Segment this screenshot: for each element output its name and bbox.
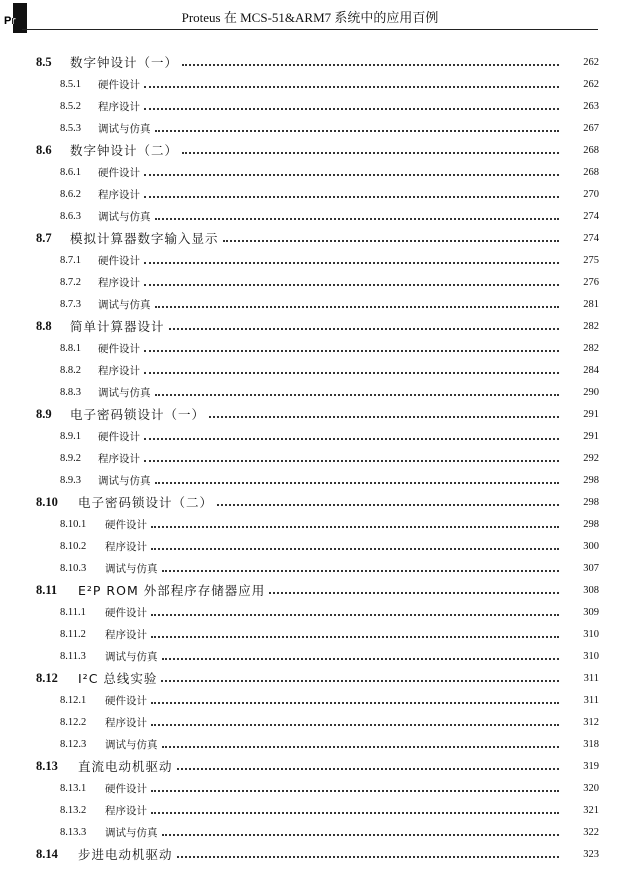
page-header xyxy=(0,0,620,34)
toc-entry-page: 311 xyxy=(583,694,599,706)
toc-subsection-entry[interactable] xyxy=(0,381,620,403)
toc-entry-number: 8.6.3 xyxy=(60,210,81,222)
dot-leader xyxy=(144,108,559,110)
toc-entry-number: 8.7.2 xyxy=(60,276,81,288)
toc-entry-title: 电子密码锁设计（二） xyxy=(78,495,214,510)
dot-leader xyxy=(151,636,559,638)
toc-entry-number: 8.10.2 xyxy=(60,540,87,552)
dot-leader xyxy=(162,658,560,660)
toc-entry-number: 8.5 xyxy=(36,54,52,69)
toc-entry-number: 8.10.3 xyxy=(60,562,87,574)
toc-entry-number: 8.8.3 xyxy=(60,386,81,398)
dot-leader xyxy=(144,262,559,264)
dot-leader xyxy=(144,372,559,374)
dot-leader xyxy=(151,790,559,792)
toc-entry-number: 8.11.2 xyxy=(60,628,86,640)
toc-entry-title: 硬件设计 xyxy=(98,430,140,443)
toc-entry-number: 8.12.1 xyxy=(60,694,87,706)
logo-text: Pr xyxy=(4,15,16,27)
toc-subsection-entry[interactable] xyxy=(0,95,620,117)
toc-entry-page: 323 xyxy=(583,848,599,860)
dot-leader xyxy=(151,812,559,814)
toc-entry-page: 275 xyxy=(583,254,599,266)
toc-entry-number: 8.7.1 xyxy=(60,254,81,266)
toc-entry-page: 300 xyxy=(583,540,599,552)
toc-section-entry[interactable] xyxy=(0,491,620,513)
toc-subsection-entry[interactable] xyxy=(0,447,620,469)
toc-subsection-entry[interactable] xyxy=(0,73,620,95)
toc-entry-page: 298 xyxy=(583,518,599,530)
toc-entry-title: 程序设计 xyxy=(98,276,140,289)
toc-entry-number: 8.12 xyxy=(36,670,58,685)
toc-subsection-entry[interactable] xyxy=(0,249,620,271)
toc-subsection-entry[interactable] xyxy=(0,425,620,447)
toc-entry-page: 291 xyxy=(583,408,599,420)
toc-entry-number: 8.5.3 xyxy=(60,122,81,134)
toc-entry-page: 322 xyxy=(583,826,599,838)
toc-subsection-entry[interactable] xyxy=(0,117,620,139)
toc-entry-title: 数字钟设计（二） xyxy=(70,143,179,158)
toc-entry-page: 312 xyxy=(583,716,599,728)
dot-leader xyxy=(162,746,560,748)
toc-section-entry[interactable] xyxy=(0,579,620,601)
dot-leader xyxy=(209,416,559,418)
dot-leader xyxy=(155,218,560,220)
dot-leader xyxy=(155,306,560,308)
toc-subsection-entry[interactable] xyxy=(0,799,620,821)
dot-leader xyxy=(169,328,559,330)
toc-entry-title: 程序设计 xyxy=(98,100,140,113)
toc-entry-number: 8.11 xyxy=(36,582,58,597)
toc-entry-title: 调试与仿真 xyxy=(98,210,151,223)
toc-subsection-entry[interactable] xyxy=(0,271,620,293)
dot-leader xyxy=(269,592,559,594)
toc-section-entry[interactable] xyxy=(0,755,620,777)
toc-subsection-entry[interactable] xyxy=(0,777,620,799)
toc-subsection-entry[interactable] xyxy=(0,469,620,491)
toc-entry-title: 程序设计 xyxy=(105,716,147,729)
toc-entry-title: 程序设计 xyxy=(98,188,140,201)
toc-entry-page: 268 xyxy=(583,166,599,178)
dot-leader xyxy=(162,834,560,836)
dot-leader xyxy=(161,680,559,682)
toc-entry-number: 8.13.1 xyxy=(60,782,87,794)
toc-entry-page: 274 xyxy=(583,210,599,222)
toc-subsection-entry[interactable] xyxy=(0,645,620,667)
toc-entry-page: 310 xyxy=(583,650,599,662)
toc-entry-number: 8.9.1 xyxy=(60,430,81,442)
toc-entry-title: 程序设计 xyxy=(98,452,140,465)
toc-entry-title: 硬件设计 xyxy=(98,78,140,91)
toc-entry-page: 267 xyxy=(583,122,599,134)
toc-subsection-entry[interactable] xyxy=(0,205,620,227)
toc-subsection-entry[interactable] xyxy=(0,161,620,183)
toc-entry-number: 8.8.2 xyxy=(60,364,81,376)
toc-section-entry[interactable] xyxy=(0,139,620,161)
toc-section-entry[interactable] xyxy=(0,315,620,337)
toc-entry-page: 298 xyxy=(583,496,599,508)
toc-entry-number: 8.6.2 xyxy=(60,188,81,200)
toc-entry-title: 硬件设计 xyxy=(105,694,147,707)
toc-subsection-entry[interactable] xyxy=(0,337,620,359)
toc-entry-page: 290 xyxy=(583,386,599,398)
toc-entry-title: 调试与仿真 xyxy=(105,650,158,663)
dot-leader xyxy=(155,130,560,132)
toc-entry-page: 298 xyxy=(583,474,599,486)
toc-section-entry[interactable] xyxy=(0,667,620,689)
toc-entry-number: 8.10.1 xyxy=(60,518,87,530)
toc-entry-title: 程序设计 xyxy=(98,364,140,377)
toc-subsection-entry[interactable] xyxy=(0,601,620,623)
toc-subsection-entry[interactable] xyxy=(0,293,620,315)
toc-entry-number: 8.9.2 xyxy=(60,452,81,464)
toc-subsection-entry[interactable] xyxy=(0,821,620,843)
toc-entry-number: 8.7.3 xyxy=(60,298,81,310)
toc-entry-number: 8.14 xyxy=(36,846,58,861)
toc-entry-number: 8.10 xyxy=(36,494,58,509)
toc-entry-number: 8.6 xyxy=(36,142,52,157)
toc-entry-page: 270 xyxy=(583,188,599,200)
toc-entry-number: 8.8 xyxy=(36,318,52,333)
toc-entry-number: 8.13 xyxy=(36,758,58,773)
toc-entry-page: 263 xyxy=(583,100,599,112)
toc-entry-page: 320 xyxy=(583,782,599,794)
toc-entry-title: 硬件设计 xyxy=(105,782,147,795)
toc-entry-number: 8.13.3 xyxy=(60,826,87,838)
dot-leader xyxy=(223,240,559,242)
table-of-contents xyxy=(0,51,620,865)
toc-subsection-entry[interactable] xyxy=(0,689,620,711)
toc-entry-page: 307 xyxy=(583,562,599,574)
toc-section-entry[interactable] xyxy=(0,843,620,865)
toc-entry-title: 调试与仿真 xyxy=(105,562,158,575)
dot-leader xyxy=(151,724,559,726)
toc-entry-number: 8.5.1 xyxy=(60,78,81,90)
toc-entry-title: 步进电动机驱动 xyxy=(78,847,173,862)
dot-leader xyxy=(151,548,559,550)
toc-entry-number: 8.8.1 xyxy=(60,342,81,354)
toc-entry-title: 硬件设计 xyxy=(105,518,147,531)
toc-entry-number: 8.12.2 xyxy=(60,716,87,728)
toc-entry-title: 电子密码锁设计（一） xyxy=(70,407,206,422)
dot-leader xyxy=(151,702,559,704)
toc-entry-title: 调试与仿真 xyxy=(98,474,151,487)
toc-entry-title: 直流电动机驱动 xyxy=(78,759,173,774)
toc-entry-page: 276 xyxy=(583,276,599,288)
toc-entry-title: 硬件设计 xyxy=(98,166,140,179)
toc-entry-page: 281 xyxy=(583,298,599,310)
dot-leader xyxy=(155,482,560,484)
toc-subsection-entry[interactable] xyxy=(0,183,620,205)
dot-leader xyxy=(144,86,559,88)
toc-entry-page: 321 xyxy=(583,804,599,816)
toc-section-entry[interactable] xyxy=(0,227,620,249)
dot-leader xyxy=(182,152,559,154)
toc-entry-page: 274 xyxy=(583,232,599,244)
toc-entry-number: 8.6.1 xyxy=(60,166,81,178)
toc-entry-number: 8.5.2 xyxy=(60,100,81,112)
toc-entry-page: 311 xyxy=(583,672,599,684)
toc-entry-title: 简单计算器设计 xyxy=(70,319,165,334)
toc-entry-number: 8.11.3 xyxy=(60,650,86,662)
header-rule xyxy=(22,29,598,30)
toc-entry-number: 8.13.2 xyxy=(60,804,87,816)
toc-entry-page: 284 xyxy=(583,364,599,376)
dot-leader xyxy=(151,614,559,616)
toc-entry-page: 292 xyxy=(583,452,599,464)
toc-entry-page: 319 xyxy=(583,760,599,772)
toc-entry-number: 8.12.3 xyxy=(60,738,87,750)
toc-entry-title: 程序设计 xyxy=(105,804,147,817)
dot-leader xyxy=(144,438,559,440)
toc-entry-title: 调试与仿真 xyxy=(98,298,151,311)
toc-entry-page: 268 xyxy=(583,144,599,156)
toc-entry-page: 262 xyxy=(583,78,599,90)
dot-leader xyxy=(155,394,560,396)
toc-entry-title: I²C 总线实验 xyxy=(78,671,158,686)
toc-entry-page: 318 xyxy=(583,738,599,750)
toc-entry-page: 282 xyxy=(583,342,599,354)
dot-leader xyxy=(144,284,559,286)
toc-entry-title: 程序设计 xyxy=(105,540,147,553)
toc-subsection-entry[interactable] xyxy=(0,513,620,535)
toc-entry-title: E²P ROM 外部程序存储器应用 xyxy=(78,583,266,598)
toc-entry-page: 310 xyxy=(583,628,599,640)
toc-entry-title: 调试与仿真 xyxy=(105,826,158,839)
toc-entry-number: 8.7 xyxy=(36,230,52,245)
dot-leader xyxy=(177,768,559,770)
toc-subsection-entry[interactable] xyxy=(0,623,620,645)
dot-leader xyxy=(182,64,559,66)
toc-entry-title: 硬件设计 xyxy=(98,254,140,267)
dot-leader xyxy=(217,504,559,506)
toc-entry-title: 硬件设计 xyxy=(105,606,147,619)
toc-entry-page: 309 xyxy=(583,606,599,618)
dot-leader xyxy=(162,570,560,572)
toc-entry-title: 调试与仿真 xyxy=(98,122,151,135)
toc-entry-title: 调试与仿真 xyxy=(105,738,158,751)
dot-leader xyxy=(151,526,559,528)
running-title: Proteus 在 MCS-51&ARM7 系统中的应用百例 xyxy=(181,10,439,25)
toc-subsection-entry[interactable] xyxy=(0,535,620,557)
toc-entry-number: 8.9 xyxy=(36,406,52,421)
toc-section-entry[interactable] xyxy=(0,403,620,425)
toc-subsection-entry[interactable] xyxy=(0,711,620,733)
toc-entry-number: 8.11.1 xyxy=(60,606,86,618)
dot-leader xyxy=(144,174,559,176)
toc-entry-page: 282 xyxy=(583,320,599,332)
dot-leader xyxy=(144,196,559,198)
dot-leader xyxy=(144,460,559,462)
toc-entry-number: 8.9.3 xyxy=(60,474,81,486)
dot-leader xyxy=(177,856,559,858)
toc-entry-title: 模拟计算器数字输入显示 xyxy=(70,231,219,246)
toc-entry-page: 262 xyxy=(583,56,599,68)
toc-entry-title: 调试与仿真 xyxy=(98,386,151,399)
toc-subsection-entry[interactable] xyxy=(0,557,620,579)
toc-entry-title: 程序设计 xyxy=(105,628,147,641)
toc-entry-page: 308 xyxy=(583,584,599,596)
toc-section-entry[interactable] xyxy=(0,51,620,73)
dot-leader xyxy=(144,350,559,352)
toc-subsection-entry[interactable] xyxy=(0,359,620,381)
toc-entry-page: 291 xyxy=(583,430,599,442)
toc-entry-title: 数字钟设计（一） xyxy=(70,55,179,70)
toc-subsection-entry[interactable] xyxy=(0,733,620,755)
toc-entry-title: 硬件设计 xyxy=(98,342,140,355)
